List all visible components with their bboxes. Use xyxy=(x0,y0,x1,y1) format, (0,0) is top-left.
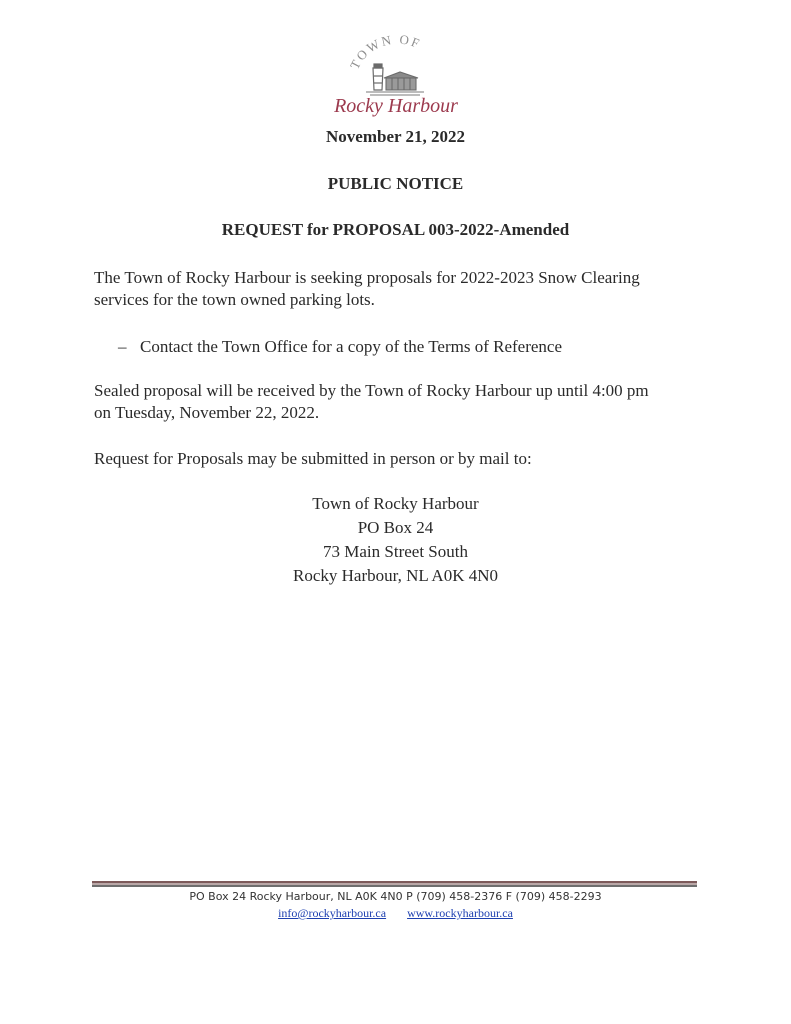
address-line-4: Rocky Harbour, NL A0K 4N0 xyxy=(292,566,499,585)
deadline-paragraph xyxy=(94,380,714,424)
deadline-line-1: Sealed proposal will be received by the Town of Rocky Harbour up until 4:00 pm xyxy=(94,381,649,400)
notice-heading: PUBLIC NOTICE xyxy=(327,174,464,193)
deadline-line-2: on Tuesday, November 22, 2022. xyxy=(94,403,320,422)
intro-paragraph xyxy=(94,267,714,311)
bullet-item xyxy=(118,336,562,358)
address-line-1: Town of Rocky Harbour xyxy=(312,494,479,513)
bullet-dash: – xyxy=(118,337,127,356)
intro-line-1: The Town of Rocky Harbour is seeking proposals for 2022-2023 Snow Clearing xyxy=(94,268,640,287)
address-line-2: PO Box 24 xyxy=(357,518,434,537)
submission-paragraph: Request for Proposals may be submitted in person or by mail to: xyxy=(94,449,532,468)
lighthouse-icon xyxy=(373,64,383,90)
logo-script-text: Rocky Harbour xyxy=(334,95,458,117)
footer-divider xyxy=(92,881,697,887)
town-logo xyxy=(326,26,466,118)
bullet-text: Contact the Town Office for a copy of the Terms of Reference xyxy=(140,337,562,356)
mailing-address xyxy=(0,492,791,588)
website-link[interactable]: www.rockyharbour.ca xyxy=(407,906,513,920)
address-line-3: 73 Main Street South xyxy=(323,542,468,561)
logo-arc-text: TOWN OF xyxy=(346,31,424,72)
footer-contact: PO Box 24 Rocky Harbour, NL A0K 4N0 P (709) 458-2376 F (709) 458-2293 xyxy=(189,890,602,903)
rfp-heading: REQUEST for PROPOSAL 003-2022-Amended xyxy=(221,220,570,239)
intro-line-2: services for the town owned parking lots. xyxy=(94,290,375,309)
building-icon xyxy=(384,72,418,90)
svg-text:TOWN OF xyxy=(347,32,423,72)
footer-links xyxy=(0,906,791,921)
notice-date: November 21, 2022 xyxy=(326,127,465,146)
email-link[interactable]: info@rockyharbour.ca xyxy=(278,906,387,920)
